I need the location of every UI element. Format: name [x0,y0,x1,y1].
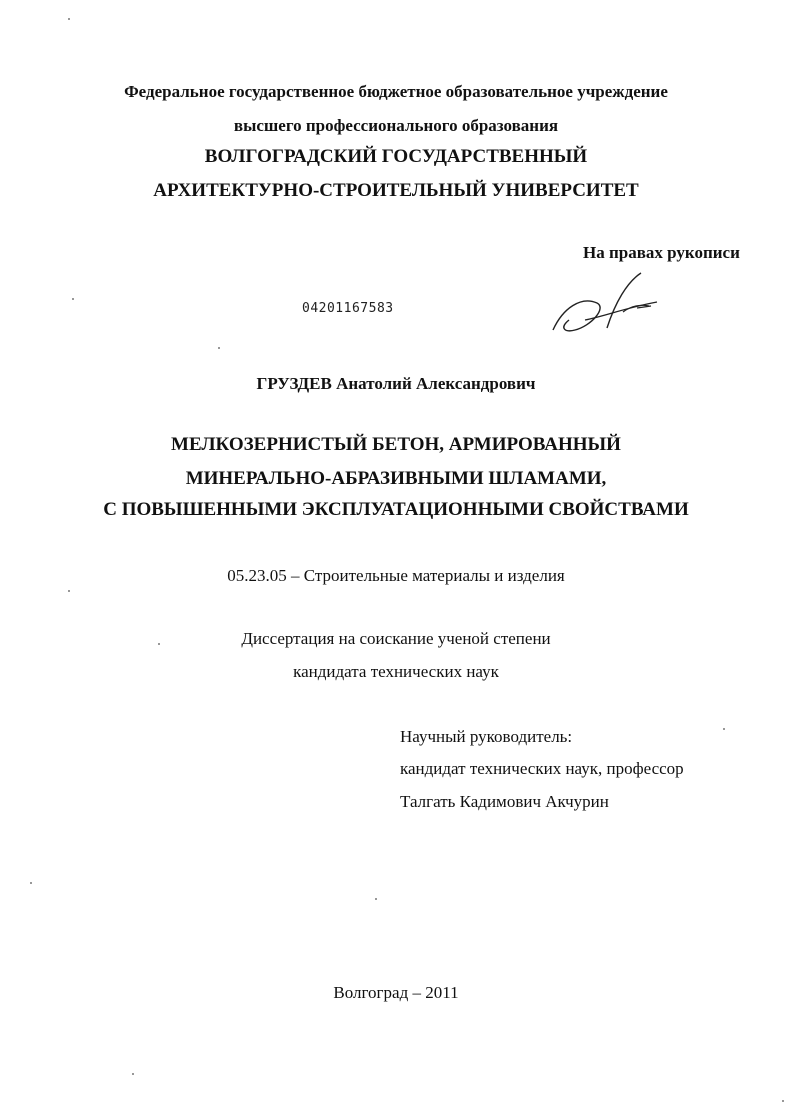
scan-speck [30,882,32,884]
manuscript-note: На правах рукописи [583,243,740,262]
advisor-label: Научный руководитель: [400,727,573,746]
city-year: Волгоград – 2011 [333,983,459,1002]
title-line-2: МИНЕРАЛЬНО-АБРАЗИВНЫМИ ШЛАМАМИ, [185,468,607,489]
scan-speck [68,18,70,20]
scan-speck [132,1073,134,1075]
dissertation-line-2: кандидата технических наук [293,662,499,681]
title-line-3: С ПОВЫШЕННЫМИ ЭКСПЛУАТАЦИОННЫМИ СВОЙСТВАМИ [103,499,689,520]
advisor-name: Талгать Кадимович Акчурин [400,792,609,811]
specialty: 05.23.05 – Строительные материалы и изделия [227,566,565,585]
scan-speck [375,898,377,900]
title-line-1: МЕЛКОЗЕРНИСТЫЙ БЕТОН, АРМИРОВАННЫЙ [171,434,621,455]
author-name: ГРУЗДЕВ Анатолий Александрович [256,374,536,393]
university-name-line-1: ВОЛГОГРАДСКИЙ ГОСУДАРСТВЕННЫЙ [204,146,588,167]
library-code: 04201167583 [302,301,394,316]
scan-speck [723,728,725,730]
advisor-degree: кандидат технических наук, профессор [400,759,684,778]
institution-line-1: Федеральное государственное бюджетное образовательное учреждение [124,82,668,101]
signature-icon [545,268,665,343]
scan-speck [218,347,220,349]
university-name-line-2: АРХИТЕКТУРНО-СТРОИТЕЛЬНЫЙ УНИВЕРСИТЕТ [153,180,639,201]
dissertation-line-1: Диссертация на соискание ученой степени [241,629,551,648]
institution-line-2: высшего профессионального образования [233,116,559,135]
scan-speck [158,643,160,645]
scan-speck [782,1100,784,1102]
scan-speck [68,590,70,592]
scan-speck [72,298,74,300]
